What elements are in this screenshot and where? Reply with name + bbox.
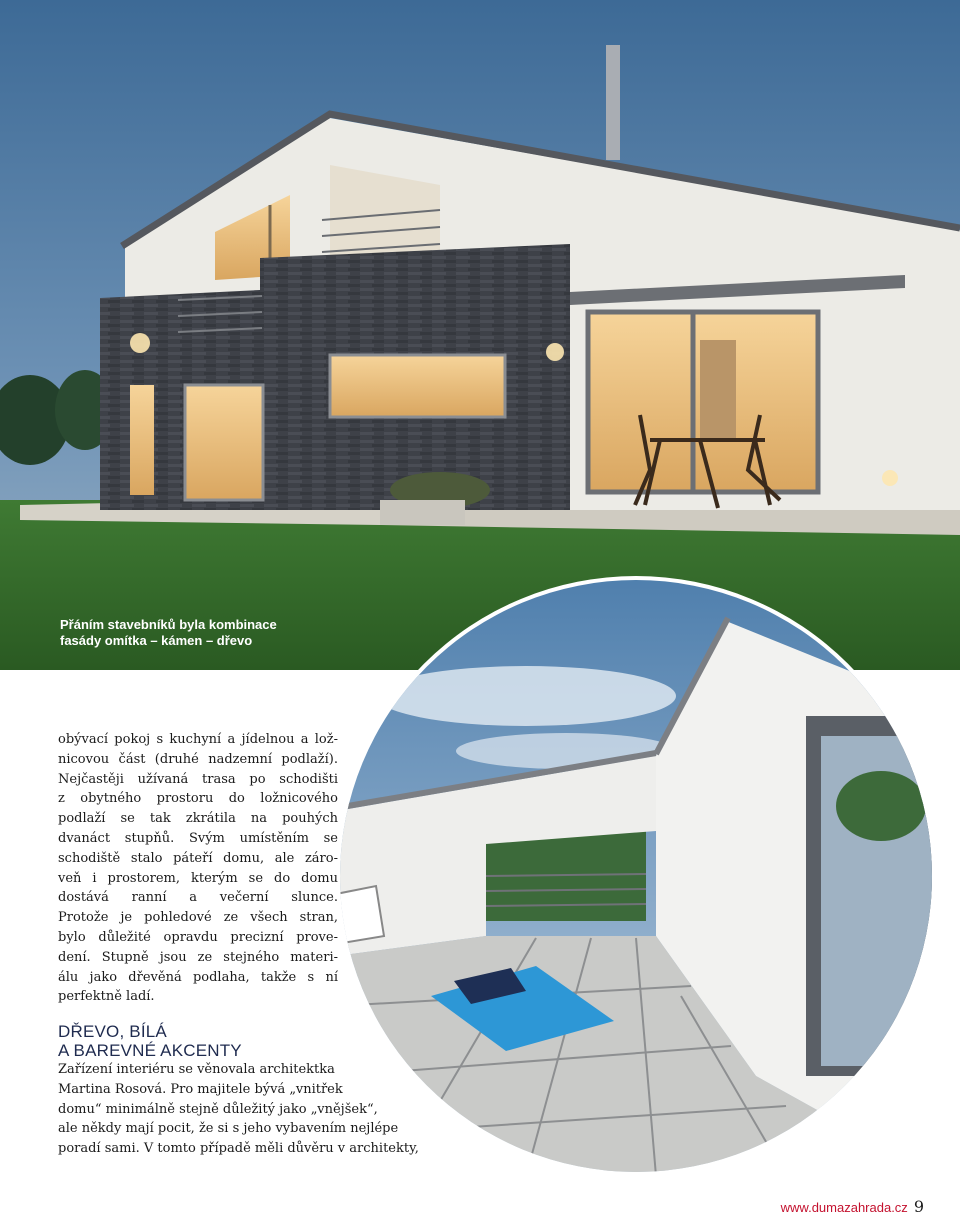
body-line: Nejčastěji užívaná trasa po schodišti bbox=[58, 771, 338, 787]
body-text-section-2 bbox=[58, 1060, 418, 1159]
body-line: domu“ minimálně stejně důležitý jako „vnějšek“, bbox=[58, 1101, 378, 1117]
body-line: obývací pokoj s kuchyní a jídelnou a lož- bbox=[58, 732, 338, 747]
body-line: dení. Stupně jsou ze stejného materi- bbox=[58, 949, 338, 965]
page-number: 9 bbox=[913, 1197, 924, 1216]
body-line: álu jako dřevěná podlaha, takže s ní bbox=[58, 969, 338, 985]
body-line: Protože je pohledové ze všech stran, bbox=[58, 910, 338, 926]
heading-line: A BAREVNÉ AKCENTY bbox=[58, 1041, 242, 1060]
page-footer bbox=[781, 1197, 924, 1217]
body-line: perfektně ladí. bbox=[58, 989, 155, 1005]
body-line: dvanáct stupňů. Svým umístěním se bbox=[58, 830, 338, 846]
body-line: Martina Rosová. Pro majitele bývá „vnitřek bbox=[58, 1081, 343, 1097]
caption-line: Přáním stavebníků byla kombinace bbox=[60, 617, 277, 632]
body-line: poradí sami. V tomto případě měli důvěru v architekty, bbox=[58, 1141, 419, 1157]
body-text-column bbox=[58, 730, 338, 1007]
section-heading bbox=[58, 1022, 242, 1060]
caption-line: fasády omítka – kámen – dřevo bbox=[60, 633, 253, 648]
body-line: ale někdy mají pocit, že si s jeho vybavením nejlépe bbox=[58, 1121, 399, 1137]
photo-caption bbox=[60, 617, 340, 649]
body-line: Zařízení interiéru se věnovala architektka bbox=[58, 1062, 335, 1077]
body-line: veň i prostorem, kterým se do domu bbox=[58, 870, 338, 886]
footer-website-link[interactable]: www.dumazahrada.cz bbox=[780, 1200, 908, 1215]
body-line: nicovou část (druhé nadzemní podlaží). bbox=[58, 751, 338, 767]
body-line: podlaží se tak zkrátila na pouhých bbox=[58, 811, 338, 827]
body-line: z obytného prostoru do ložnicového bbox=[58, 791, 338, 807]
body-line: bylo důležité opravdu precizní prove- bbox=[58, 929, 338, 945]
circle-photo-rooftop-terrace bbox=[336, 576, 936, 1176]
body-line: dostává ranní a večerní slunce. bbox=[58, 890, 338, 906]
body-line: schodiště stalo páteří domu, ale záro- bbox=[58, 850, 338, 866]
heading-line: DŘEVO, BÍLÁ bbox=[58, 1022, 167, 1041]
